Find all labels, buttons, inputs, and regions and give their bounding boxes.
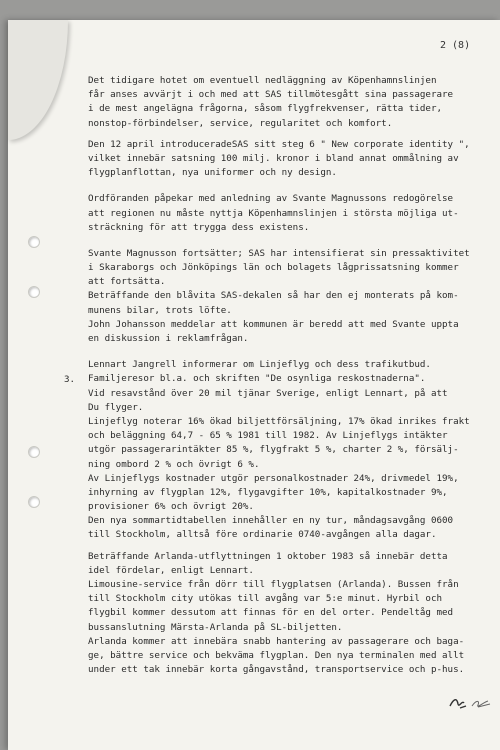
text-line: inhyrning av flygplan 12%, flygavgifter 10%, kapitalkostnader 9%, [88, 486, 448, 498]
text-line: utgör passagerarintäkter 85 %, flygfrakt 5 %, charter 2 %, försälj- [88, 444, 459, 456]
text-line: att fortsätta. [88, 276, 166, 288]
paragraph [88, 550, 488, 678]
page-curl [8, 20, 68, 140]
text-line: ge, bättre service och bekväma flygplan. Den nya terminalen med allt [88, 649, 465, 661]
text-line: Familjeresor bl.a. och skriften "De osynliga reskostnaderna". [88, 373, 426, 385]
paragraph [88, 192, 488, 235]
punch-hole [28, 446, 40, 458]
section-number: 3. [64, 374, 76, 385]
text-line: flygplanflottan, nya uniformer och ny design. [88, 167, 337, 179]
text-line: idel fördelar, enligt Lennart. [88, 564, 254, 576]
text-line: får anses avvärjt i och med att SAS tillmötesgått sina passagerare [88, 89, 454, 101]
text-line: ning ombord 2 % och övrigt 6 %. [88, 458, 260, 470]
text-line: Den nya sommartidtabellen innehåller en ny tur, måndagsavgång 0600 [88, 515, 454, 527]
paragraph [88, 247, 488, 346]
punch-hole [28, 286, 40, 298]
paragraph [88, 358, 488, 542]
text-line: och beläggning 64,7 - 65 % 1981 till 1982. Av Linjeflygs intäkter [88, 430, 448, 442]
text-line: Den 12 april introduceradeSAS sitt steg 6 " New corporate identity ", [88, 138, 470, 150]
text-line: John Johansson meddelar att kommunen är beredd att med Svante uppta [88, 318, 459, 330]
text-line: att regionen nu måste nyttja Köpenhamnslinjen i största möjliga ut- [88, 207, 459, 219]
text-line: Arlanda kommer att innebära snabb hantering av passagerare och baga- [88, 635, 465, 647]
signature-initials [448, 694, 494, 712]
text-line: sträckning för att trygga dess existens. [88, 221, 310, 233]
text-line: till Stockholm, alltså före ordinarie 0740-avgången alla dagar. [88, 529, 437, 541]
text-line: Av Linjeflygs kostnader utgör personalkostnader 24%, drivmedel 19%, [88, 472, 459, 484]
text-line: munens bilar, trots löfte. [88, 304, 232, 316]
text-line: bussanslutning Märsta-Arlanda på SL-biljetten. [88, 621, 343, 633]
text-line: Vid resavstånd över 20 mil tjänar Sverige, enligt Lennart, på att [88, 387, 448, 399]
text-line: Beträffande Arlanda-utflyttningen 1 oktober 1983 så innebär detta [88, 550, 448, 562]
punch-hole [28, 236, 40, 248]
text-line: Du flyger. [88, 401, 144, 413]
text-line: Det tidigare hotet om eventuell nedläggning av Köpenhamnslinjen [88, 75, 437, 86]
text-line: provisioner 6% och övrigt 20%. [88, 501, 254, 513]
text-line: nonstop-förbindelser, service, regularitet och komfort. [88, 117, 393, 129]
text-line: en diskussion i reklamfrågan. [88, 333, 249, 344]
text-line: i Skaraborgs och Jönköpings län och bolagets lågprissatsning kommer [88, 262, 459, 274]
text-line: under ett tak innebär korta gångavstånd, transportservice och p-hus. [88, 664, 465, 676]
text-line: vilket innebär satsning 100 milj. kronor i bland annat ommålning av [88, 152, 459, 164]
text-line: Beträffande den blåvita SAS-dekalen så har den ej monterats på kom- [88, 290, 459, 302]
text-line: till Stockholm city utökas till avgång var 5:e minut. Hyrbil och [88, 593, 443, 605]
paragraph [88, 138, 488, 181]
text-line: Linjeflyg noterar 16% ökad biljettförsäljning, 17% ökad inrikes frakt [88, 415, 470, 427]
signature-stroke [472, 701, 490, 707]
document-body [88, 74, 488, 677]
text-line: flygbil kommer dessutom att finnas för en del orter. Pendeltåg med [88, 607, 454, 619]
text-line: Limousine-service från dörr till flygplatsen (Arlanda). Bussen från [88, 579, 459, 590]
text-line: Lennart Jangrell informerar om Linjeflyg och dess trafikutbud. [88, 359, 431, 371]
paragraph [88, 74, 488, 131]
page-number: 2 (8) [440, 40, 471, 51]
text-line: i de mest angelägna frågorna, såsom flygfrekvenser, rätta tider, [88, 103, 443, 115]
punch-hole [28, 496, 40, 508]
text-line: Svante Magnusson fortsätter; SAS har intensifierat sin pressaktivitet [88, 247, 470, 259]
text-line: Ordföranden påpekar med anledning av Svante Magnussons redogörelse [88, 193, 454, 205]
signature-stroke [450, 700, 466, 708]
